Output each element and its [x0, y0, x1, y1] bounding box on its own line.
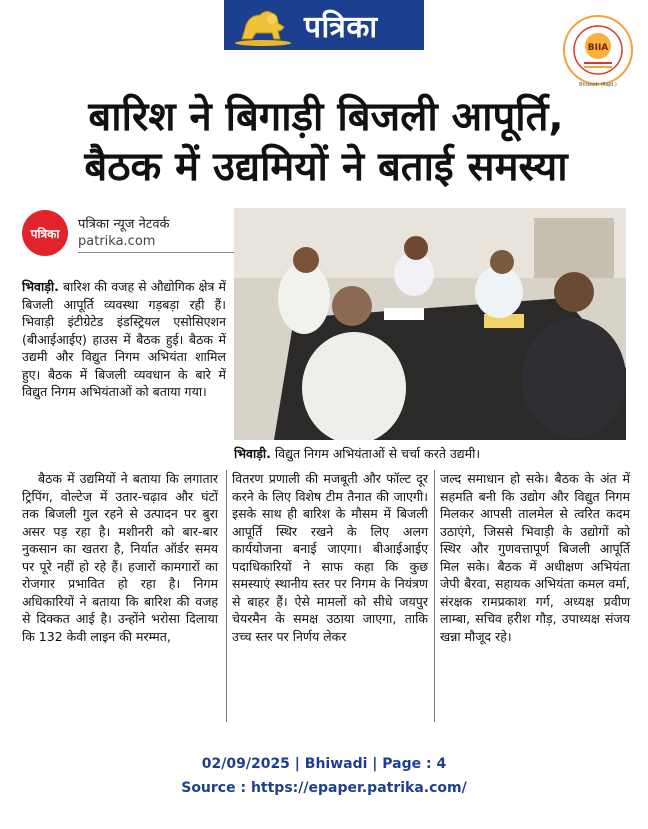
byline-site: patrika.com — [78, 234, 156, 249]
column-divider-2 — [434, 470, 435, 722]
caption-text: विद्युत निगम अभियंताओं से चर्चा करते उद्यमी। — [274, 446, 481, 461]
article-intro — [22, 278, 226, 401]
masthead — [224, 0, 424, 50]
column-divider-1 — [226, 470, 227, 722]
article-intro-text: बारिश की वजह से औद्योगिक क्षेत्र में बिजली आपूर्ति व्यवस्था गड़बड़ा रही हैं। भिवाड़ी इंटीग्रेटेड इंडस्ट्रियल एसोसिएशन (बीआईआईए) हाउस में बैठक हुई। बैठक में उद्यमी और विद्युत निगम अभियंता शामिल हुए। बैठक में बिजली व्यवधान के बारे में विद्युत निगम अभियंताओं को बताया गया। — [22, 279, 226, 399]
svg-text:BIIA: BIIA — [587, 43, 609, 53]
article-column-3: जल्द समाधान हो सके। बैठक के अंत में सहमति बनी कि उद्योग और विद्युत निगम मिलकर आपसी तालमेल से त्वरित कदम उठाएंगे, जिससे भिवाड़ी के उद्योगों को स्थिर और गुणवत्तापूर्ण बिजली आपूर्ति मिल सके। बैठक में अधीक्षण अभियंता जेपी बैरवा, सहायक अभियंता कमल वर्मा, संरक्षक रामप्रकाश गर्ग, अध्यक्ष प्रवीण लाम्बा, सचिव हरीश गौड़, उपाध्यक्ष संजय खन्ना मौजूद रहे। — [440, 471, 630, 644]
article-column-1: बैठक में उद्यमियों ने बताया कि लगातार ट्रिपिंग, वोल्टेज में उतार-चढ़ाव और घंटों तक बिजली गुल रहने से उत्पादन पर बुरा असर पड़ रहा है। मशीनरी को बार-बार नुकसान का खतरा है, निर्यात ऑर्डर समय पर पूरे नहीं हो रहे हैं। हजारों कामगारों का रोजगार प्रभावित हो रहा है। निगम अधिकारियों ने बताया कि बारिश की वजह से दिक्कत आई है। उन्होंने भरोसा दिलाया कि 132 केवी लाइन की मरम्मत, — [22, 471, 218, 644]
headline-line-1: बारिश ने बिगाड़ी बिजली आपूर्ति, — [88, 94, 564, 140]
photo-caption — [234, 441, 626, 467]
caption-place: भिवाड़ी. — [234, 446, 271, 461]
article-column-2: वितरण प्रणाली की मजबूती और फॉल्ट दूर करने के लिए विशेष टीम तैनात की जाएगी। इसके साथ ही बारिश के मौसम में बिजली आपूर्ति स्थिर रखने के लिए अलग कार्ययोजना बनाई जाएगा। बीआईआईए पदाधिकारियों ने साफ कहा कि कुछ समस्याएं स्थानीय स्तर पर निगम के नियंत्रण से बाहर हैं। ऐसे मामलों को सीधे जयपुर चेयरमैन के समक्ष उठाया जाएगा, ताकि उच्च स्तर पर निर्णय लेकर — [232, 471, 428, 644]
headline-line-2: बैठक में उद्यमियों ने बताई समस्या — [84, 144, 568, 190]
byline-network: पत्रिका न्यूज नेटवर्क — [78, 217, 170, 232]
association-seal-icon — [560, 12, 636, 92]
svg-text:Bhiwadi (Rajd.): Bhiwadi (Rajd.) — [579, 82, 617, 88]
byline — [22, 210, 222, 258]
meeting-photo — [234, 208, 626, 440]
patrika-badge: पत्रिका — [22, 210, 68, 256]
byline-divider — [78, 252, 238, 253]
article-dateline: भिवाड़ी. — [22, 279, 59, 294]
lion-emblem-icon — [232, 3, 294, 47]
masthead-title: पत्रिका — [304, 9, 378, 45]
headline — [16, 92, 636, 192]
footer-date-line: 02/09/2025 | Bhiwadi | Page : 4 — [201, 756, 447, 772]
meeting-photo-icon — [234, 208, 626, 440]
footer-source-line: Source : https://epaper.patrika.com/ — [181, 780, 467, 796]
